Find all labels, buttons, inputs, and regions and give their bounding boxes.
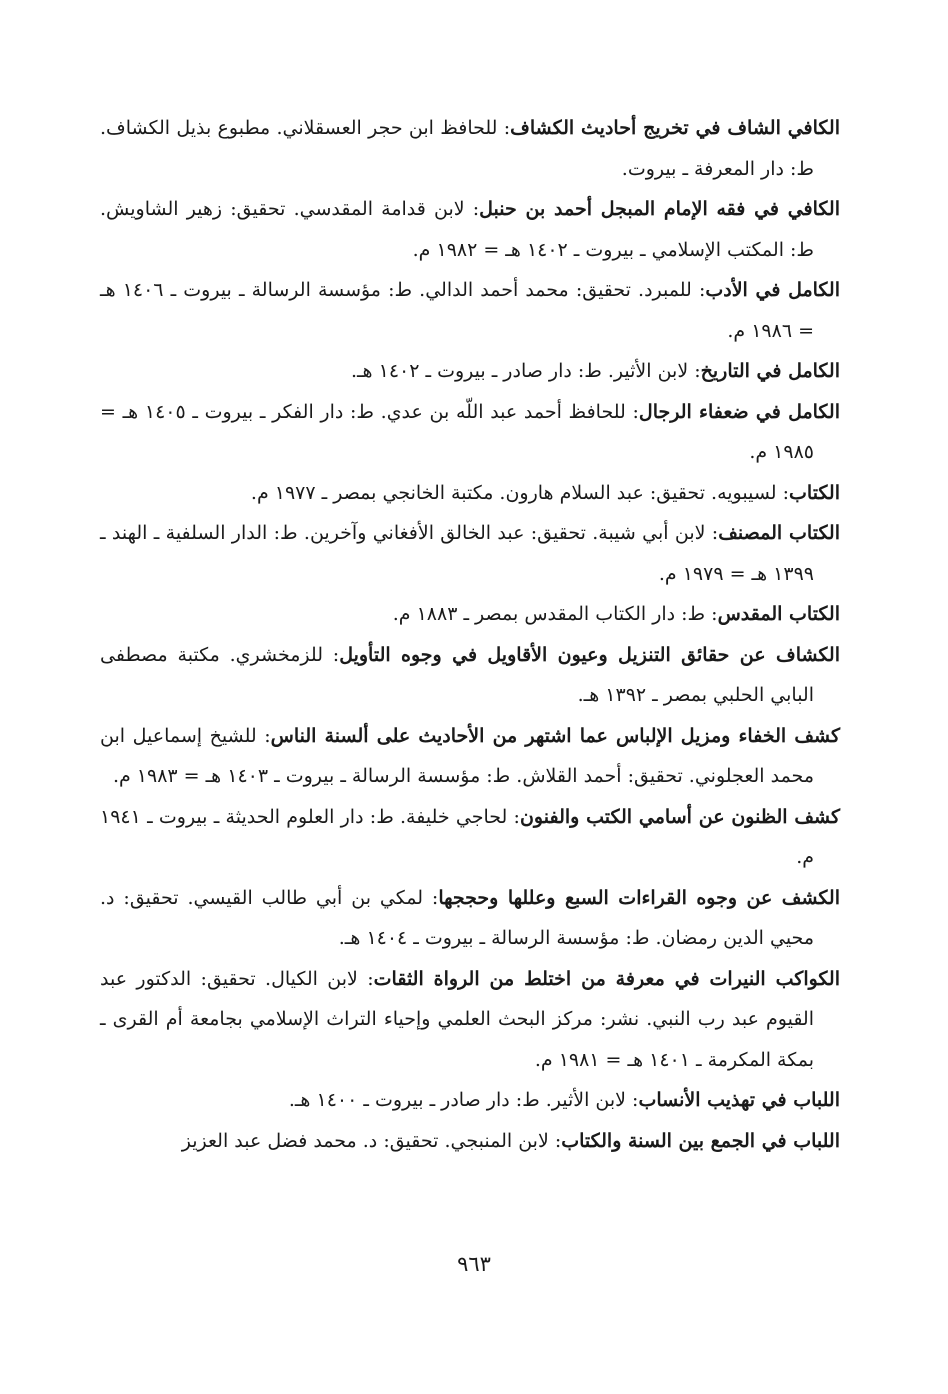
bibliography-entry: [100, 189, 840, 270]
entry-details: : لسيبويه. تحقيق: عبد السلام هارون. مكتبة الخانجي بمصر ـ ١٩٧٧ م.: [250, 481, 790, 504]
entry-title: الكامل في التاريخ: [700, 360, 840, 382]
bibliography-entry: [100, 513, 840, 594]
entry-details: : لابن أبي شيبة. تحقيق: عبد الخالق الأفغاني وآخرين. ط: الدار السلفية ـ الهند ـ ١٣٩٩ هـ = ١٩٧٩ م.: [100, 522, 814, 585]
entry-title: كشف الظنون عن أسامي الكتب والفنون: [519, 805, 840, 828]
entry-title: الكامل في ضعفاء الرجال: [638, 400, 840, 423]
entry-title: كشف الخفاء ومزيل الإلباس عما اشتهر من الأحاديث على ألسنة الناس: [270, 724, 840, 747]
bibliography-entry: [100, 473, 840, 514]
bibliography-entry: [100, 108, 840, 189]
bibliography-entry: [100, 797, 840, 878]
bibliography-entry: [100, 1121, 840, 1162]
entry-details: : ط: دار الكتاب المقدس بمصر ـ ١٨٨٣ م.: [392, 603, 718, 625]
entry-title: اللباب في تهذيب الأنساب: [638, 1089, 840, 1111]
entry-details: : للحافظ ابن حجر العسقلاني. مطبوع بذيل الكشاف. ط: دار المعرفة ـ بيروت.: [100, 117, 814, 180]
bibliography-entry: [100, 959, 840, 1081]
bibliography-entry: [100, 392, 840, 473]
entry-details: : لابن الأثير. ط: دار صادر ـ بيروت ـ ١٤٠٢ هـ.: [350, 360, 701, 382]
entry-details: : لمكي بن أبي طالب القيسي. تحقيق: د. محيي الدين رمضان. ط: مؤسسة الرسالة ـ بيروت ـ ١٤٠٤ هـ.: [100, 886, 814, 949]
entry-title: الكشف عن وجوه القراءات السبع وعللها وحججها: [438, 886, 840, 909]
bibliography-entry: [100, 635, 840, 716]
entry-title: الكامل في الأدب: [705, 279, 840, 301]
entry-details: : للزمخشري. مكتبة مصطفى البابي الحلبي بمصر ـ ١٣٩٢ هـ.: [100, 643, 814, 706]
entry-title: الكتاب المصنف: [718, 522, 841, 544]
entry-details: : لابن الكيال. تحقيق: الدكتور عبد القيوم عبد رب النبي. نشر: مركز البحث العلمي وإحياء التراث الإسلامي بجامعة أم القرى ـ بمكة المكرمة ـ ١٤٠١ هـ = ١٩٨١ م.: [100, 967, 814, 1071]
entry-title: الكواكب النيرات في معرفة من اختلط من الرواة الثقات: [373, 967, 840, 990]
bibliography-list: [100, 108, 840, 1161]
entry-details: : لحاجي خليفة. ط: دار العلوم الحديثة ـ بيروت ـ ١٩٤١ م.: [100, 805, 814, 868]
bibliography-entry: [100, 716, 840, 797]
entry-details: : للمبرد. تحقيق: محمد أحمد الدالي. ط: مؤسسة الرسالة ـ بيروت ـ ١٤٠٦ هـ = ١٩٨٦ م.: [100, 279, 814, 342]
entry-details: : لابن قدامة المقدسي. تحقيق: زهير الشاويش. ط: المكتب الإسلامي ـ بيروت ـ ١٤٠٢ هـ = ١٩٨٢ م.: [100, 198, 814, 261]
entry-details: : للشيخ إسماعيل ابن محمد العجلوني. تحقيق: أحمد القلاش. ط: مؤسسة الرسالة ـ بيروت ـ ١٤٠٣ هـ = ١٩٨٣ م.: [100, 724, 814, 787]
entry-title: الكافي في فقه الإمام المبجل أحمد بن حنبل: [479, 198, 840, 220]
entry-title: الكتاب: [789, 481, 840, 504]
bibliography-entry: [100, 878, 840, 959]
bibliography-entry: [100, 594, 840, 635]
bibliography-entry: [100, 270, 840, 351]
entry-details: : لابن الأثير. ط: دار صادر ـ بيروت ـ ١٤٠٠ هـ.: [288, 1089, 639, 1111]
entry-title: الكافي الشاف في تخريج أحاديث الكشاف: [510, 117, 840, 139]
page-number: ٩٦٣: [457, 1252, 491, 1276]
bibliography-entry: [100, 1080, 840, 1121]
entry-title: الكشاف عن حقائق التنزيل وعيون الأقاويل في وجوه التأويل: [339, 643, 840, 666]
bibliography-entry: [100, 351, 840, 392]
entry-title: اللباب في الجمع بين السنة والكتاب: [561, 1129, 840, 1152]
entry-details: : للحافظ أحمد عبد اللّه بن عدي. ط: دار الفكر ـ بيروت ـ ١٤٠٥ هـ = ١٩٨٥ م.: [100, 400, 814, 463]
entry-details: : لابن المنبجي. تحقيق: د. محمد فضل عبد العزيز: [181, 1129, 562, 1152]
entry-title: الكتاب المقدس: [717, 603, 840, 625]
